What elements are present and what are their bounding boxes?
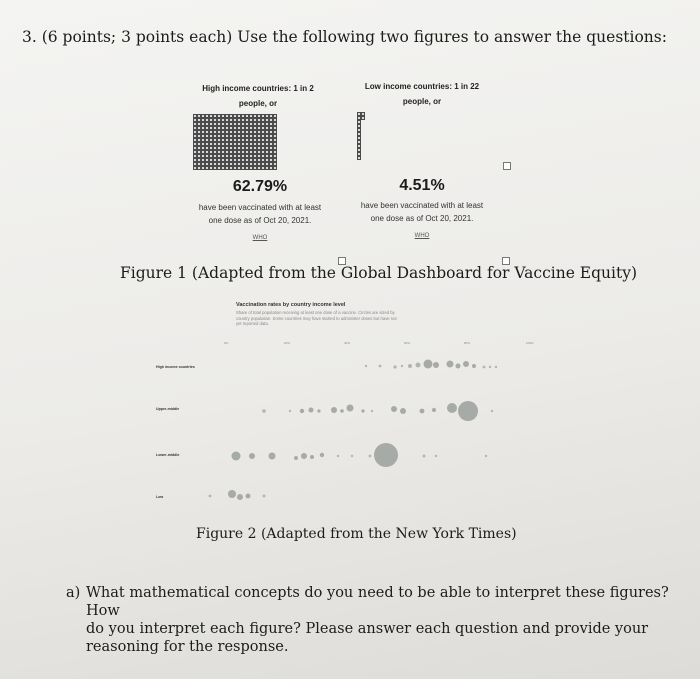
- low-income-desc: [347, 199, 497, 225]
- low-income-label-line2: people, or: [402, 97, 442, 106]
- low-income-percent: 4.51%: [399, 177, 445, 194]
- row-label-low: Low: [156, 495, 164, 499]
- placeholder-checkbox[interactable]: [503, 162, 511, 170]
- bubbles-upper-middle: [262, 401, 493, 421]
- figure2-subtitle-line: Share of total population receiving at least one dose of a vaccine. Circles are sized by: [236, 310, 395, 315]
- high-income-label-line1: High income countries: 1 in 2: [202, 84, 314, 93]
- question-a-line: What mathematical concepts do you need to be able to interpret these figures? How: [86, 585, 669, 619]
- axis-tick-100: 100%: [526, 341, 534, 345]
- figure2-title: Vaccination rates by country income level: [236, 302, 346, 308]
- row-label-upper-middle: Upper-middle: [156, 407, 180, 411]
- axis-tick-40: 40%: [344, 341, 351, 345]
- high-income-label-line2: people, or: [238, 99, 278, 108]
- high-income-desc-line1: have been vaccinated with at least: [198, 203, 322, 212]
- bubbles-lower-middle: [232, 443, 488, 467]
- figure2-subtitle-line: country population. Some countries may have started to administer doses but have not: [236, 315, 397, 321]
- bubbles-low-income: [209, 490, 266, 500]
- figure1-caption: Figure 1 (Adapted from the Global Dashboard for Vaccine Equity): [120, 264, 638, 282]
- figure1: [0, 0, 700, 290]
- row-label-lower-middle: Lower-middle: [156, 453, 180, 457]
- figure2: [0, 290, 700, 550]
- bubbles-high-income: [365, 360, 497, 369]
- axis-tick-80: 80%: [464, 341, 471, 345]
- high-income-desc-line2: one dose as of Oct 20, 2021.: [208, 216, 312, 225]
- question-a-label: a): [66, 585, 81, 601]
- low-income-label: [352, 79, 492, 109]
- low-income-source-link[interactable]: WHO: [414, 233, 430, 239]
- axis-tick-60: 60%: [404, 341, 411, 345]
- question-header: 3. (6 points; 3 points each) Use the following two figures to answer the questions:: [22, 28, 667, 46]
- low-income-dot-column: [357, 120, 361, 160]
- axis-tick-0: 0%: [224, 341, 229, 345]
- high-income-source-link[interactable]: WHO: [252, 235, 268, 241]
- figure2-subtitle-line: yet reported data.: [236, 321, 269, 326]
- figure2-caption: Figure 2 (Adapted from the New York Times): [196, 526, 517, 542]
- question-a-line: do you interpret each figure? Please answer each question and provide your: [86, 621, 649, 637]
- low-income-desc-line2: one dose as of Oct 20, 2021.: [370, 214, 474, 223]
- high-income-percent: 62.79%: [232, 178, 288, 195]
- axis-tick-20: 20%: [284, 341, 291, 345]
- high-income-desc: [185, 201, 335, 227]
- question-a-line: reasoning for the response.: [86, 639, 289, 655]
- low-income-dot-column-top: [357, 112, 365, 120]
- figure2-bubble-plot: [0, 290, 700, 550]
- high-income-label: [188, 81, 328, 111]
- high-income-dot-grid: [193, 114, 277, 170]
- low-income-label-line1: Low income countries: 1 in 22: [364, 82, 480, 91]
- low-income-desc-line1: have been vaccinated with at least: [360, 201, 484, 210]
- row-label-high-income: High income countries: [156, 365, 195, 369]
